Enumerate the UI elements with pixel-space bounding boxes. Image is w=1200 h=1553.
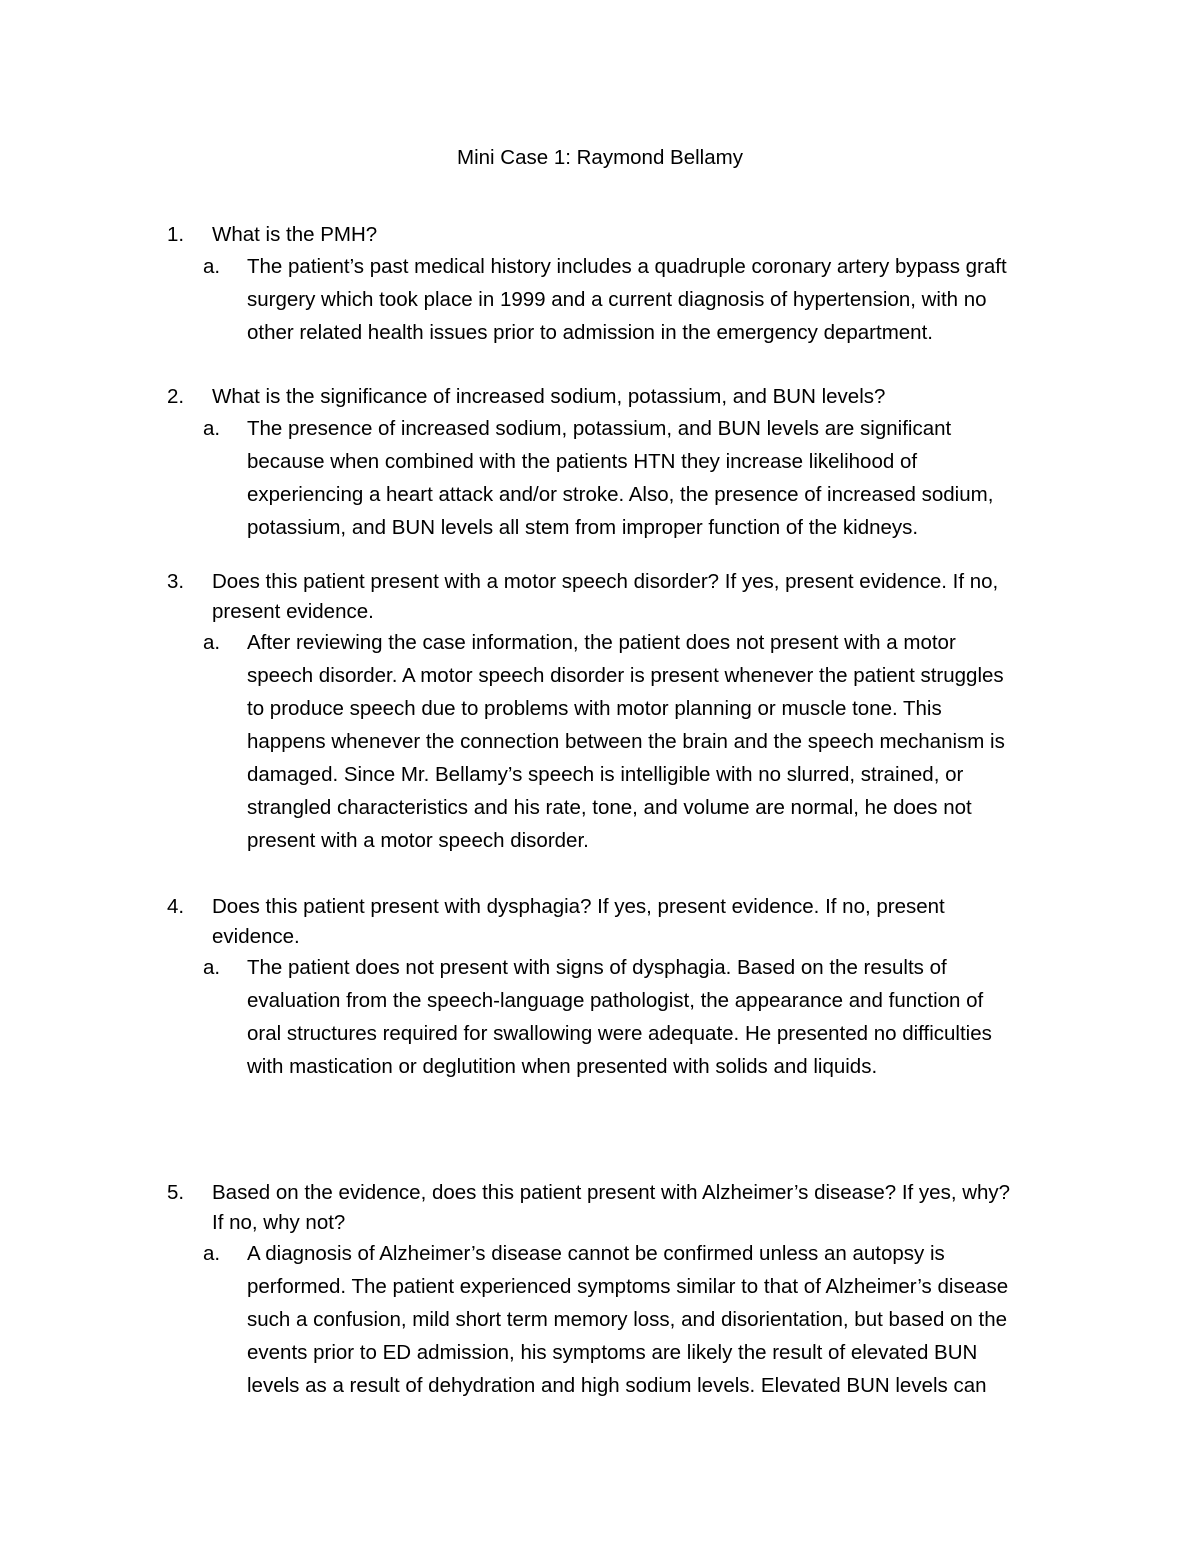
answer-line: A diagnosis of Alzheimer’s disease cannot be confirmed unless an autopsy is xyxy=(247,1242,945,1265)
answer-line: because when combined with the patients HTN they increase likelihood of xyxy=(247,450,918,473)
question-line: Does this patient present with a motor speech disorder? If yes, present evidence. If no, xyxy=(212,570,999,593)
question-line: Does this patient present with dysphagia? If yes, present evidence. If no, present xyxy=(212,895,945,918)
question-line: What is the significance of increased sodium, potassium, and BUN levels? xyxy=(212,385,886,408)
answer-line: happens whenever the connection between the brain and the speech mechanism is xyxy=(247,730,1005,753)
answer-line: experiencing a heart attack and/or stroke. Also, the presence of increased sodium, xyxy=(247,483,994,506)
answer-line: After reviewing the case information, the patient does not present with a motor xyxy=(247,631,956,654)
answer-line: levels as a result of dehydration and high sodium levels. Elevated BUN levels can xyxy=(247,1374,987,1397)
answer-line: potassium, and BUN levels all stem from improper function of the kidneys. xyxy=(247,516,919,539)
question-line: present evidence. xyxy=(212,600,374,623)
item-1-answer xyxy=(247,250,1077,349)
item-4-answer xyxy=(247,951,1077,1083)
answer-line: such a confusion, mild short term memory loss, and disorientation, but based on the xyxy=(247,1308,1008,1331)
answer-line: The patient does not present with signs of dysphagia. Based on the results of xyxy=(247,956,947,979)
item-5-number: 5. xyxy=(167,1181,185,1204)
answer-line: events prior to ED admission, his symptoms are likely the result of elevated BUN xyxy=(247,1341,978,1364)
page-title: Mini Case 1: Raymond Bellamy xyxy=(457,146,743,169)
item-2-answer xyxy=(247,412,1077,544)
question-line: What is the PMH? xyxy=(212,223,378,246)
item-1-question xyxy=(212,218,1092,251)
answer-line: The presence of increased sodium, potassium, and BUN levels are significant xyxy=(247,417,952,440)
answer-line: present with a motor speech disorder. xyxy=(247,829,589,852)
item-2-number: 2. xyxy=(167,385,185,408)
answer-line: with mastication or deglutition when presented with solids and liquids. xyxy=(247,1055,878,1078)
answer-line: The patient’s past medical history includes a quadruple coronary artery bypass graft xyxy=(247,255,1007,278)
item-5-question xyxy=(212,1176,1092,1239)
item-3-number: 3. xyxy=(167,570,185,593)
item-4-answer-letter: a. xyxy=(203,956,221,979)
item-3-answer xyxy=(247,626,1077,857)
item-5-answer xyxy=(247,1237,1077,1402)
item-1-number: 1. xyxy=(167,223,185,246)
answer-line: speech disorder. A motor speech disorder is present whenever the patient struggles xyxy=(247,664,1004,687)
item-4-number: 4. xyxy=(167,895,185,918)
item-2-question xyxy=(212,380,1092,413)
answer-line: oral structures required for swallowing were adequate. He presented no difficulties xyxy=(247,1022,992,1045)
item-1-answer-letter: a. xyxy=(203,255,221,278)
answer-line: evaluation from the speech-language pathologist, the appearance and function of xyxy=(247,989,984,1012)
item-3-answer-letter: a. xyxy=(203,631,221,654)
question-line: If no, why not? xyxy=(212,1211,346,1234)
answer-line: to produce speech due to problems with motor planning or muscle tone. This xyxy=(247,697,942,720)
answer-line: surgery which took place in 1999 and a current diagnosis of hypertension, with no xyxy=(247,288,987,311)
answer-line: other related health issues prior to admission in the emergency department. xyxy=(247,321,933,344)
answer-line: strangled characteristics and his rate, tone, and volume are normal, he does not xyxy=(247,796,972,819)
item-5-answer-letter: a. xyxy=(203,1242,221,1265)
item-2-answer-letter: a. xyxy=(203,417,221,440)
answer-line: performed. The patient experienced symptoms similar to that of Alzheimer’s disease xyxy=(247,1275,1009,1298)
item-3-question xyxy=(212,565,1092,628)
question-line: evidence. xyxy=(212,925,300,948)
item-4-question xyxy=(212,890,1092,953)
answer-line: damaged. Since Mr. Bellamy’s speech is intelligible with no slurred, strained, or xyxy=(247,763,964,786)
question-line: Based on the evidence, does this patient present with Alzheimer’s disease? If yes, why? xyxy=(212,1181,1011,1204)
